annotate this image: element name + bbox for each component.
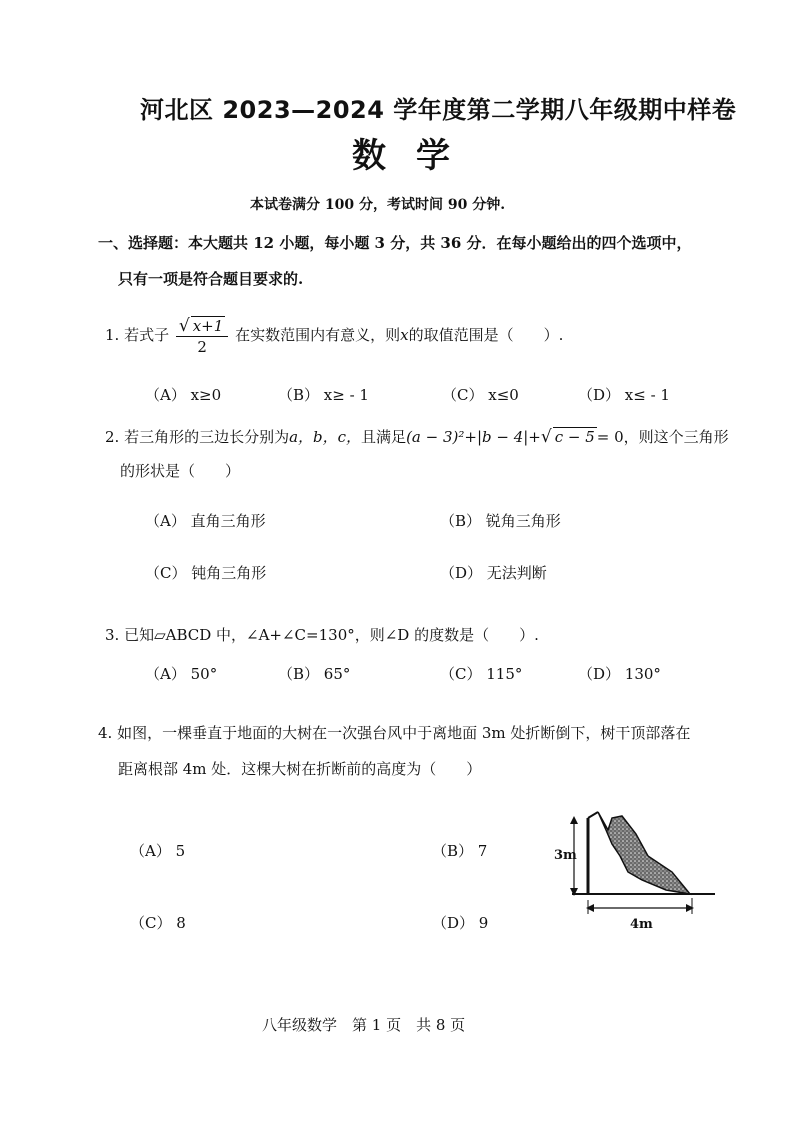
arrow-left-icon: [586, 904, 594, 912]
question-2-eq-part-1: (a − 3)²: [406, 428, 465, 446]
q3-option-a: （A） 50°: [145, 665, 218, 683]
q4-option-d: （D） 9: [432, 914, 489, 932]
width-label: 4m: [630, 917, 653, 932]
question-2-eq-part-3: = 0，则这个三角形: [596, 428, 729, 446]
sqrt-icon: √: [178, 316, 190, 336]
q2-option-a: （A） 直角三角形: [145, 512, 266, 530]
question-2-eq-root: c − 5: [554, 428, 595, 446]
fallen-crown: [598, 812, 690, 894]
question-3: 3. 已知▱ABCD 中，∠A+∠C=130°，则∠D 的度数是（ ）.: [105, 626, 539, 644]
q2-option-c: （C） 钝角三角形: [145, 564, 267, 582]
question-1-suffix-b: 的取值范围是（ ）.: [408, 326, 564, 344]
q4-option-b: （B） 7: [432, 842, 488, 860]
question-4-line-1: 4. 如图，一棵垂直于地面的大树在一次强台风中于离地面 3m 处折断倒下，树干顶部落在: [98, 724, 691, 742]
q1-option-b: （B） x≥ - 1: [278, 386, 369, 404]
subject-title: 数学: [352, 136, 480, 176]
section-1-line-1: 一、选择题：本大题共 12 小题，每小题 3 分，共 36 分．在每小题给出的四个选项中，: [98, 234, 692, 252]
q4-option-c: （C） 8: [130, 914, 186, 932]
q2-option-b: （B） 锐角三角形: [440, 512, 561, 530]
page-footer: 八年级数学 第 1 页 共 8 页: [262, 1016, 466, 1034]
height-label: 3m: [554, 848, 577, 863]
question-1-radicand: x+1: [192, 317, 224, 335]
arrow-up-icon: [570, 816, 578, 824]
q3-option-c: （C） 115°: [440, 665, 523, 683]
q2-option-d: （D） 无法判断: [440, 564, 547, 582]
section-1-line-2: 只有一项是符合题目要求的.: [118, 270, 304, 288]
q1-option-a: （A） x≥0: [145, 386, 222, 404]
sqrt-icon: √: [540, 427, 552, 447]
exam-title: 河北区 2023—2024 学年度第二学期八年级期中样卷: [140, 96, 737, 124]
question-1-denominator: 2: [197, 338, 207, 356]
question-2-eq-part-2: +|b − 4|+: [464, 428, 541, 446]
question-1-suffix-a: 在实数范围内有意义，则: [235, 326, 401, 344]
question-2-text-b: 且满足: [361, 428, 407, 446]
q3-option-d: （D） 130°: [578, 665, 661, 683]
q4-option-a: （A） 5: [130, 842, 186, 860]
arrow-right-icon: [686, 904, 694, 912]
exam-note: 本试卷满分 100 分，考试时间 90 分钟.: [250, 197, 506, 213]
question-1-fraction: [176, 316, 228, 356]
question-2-line-1: [105, 426, 729, 447]
question-2-vars: a，b，c，: [289, 428, 362, 446]
question-2-line-2: 的形状是（ ）: [120, 462, 241, 480]
broken-tree-figure: [550, 808, 720, 933]
question-1: [105, 316, 563, 356]
q1-option-d: （D） x≤ - 1: [578, 386, 670, 404]
question-1-prefix: 1. 若式子: [105, 326, 170, 344]
broken-stem: [588, 812, 598, 818]
question-2-text-a: 2. 若三角形的三边长分别为: [105, 428, 290, 446]
q3-option-b: （B） 65°: [278, 665, 351, 683]
question-4-line-2: 距离根部 4m 处．这棵大树在折断前的高度为（ ）: [118, 760, 482, 778]
question-1-var: x: [400, 326, 409, 344]
q1-option-c: （C） x≤0: [442, 386, 519, 404]
